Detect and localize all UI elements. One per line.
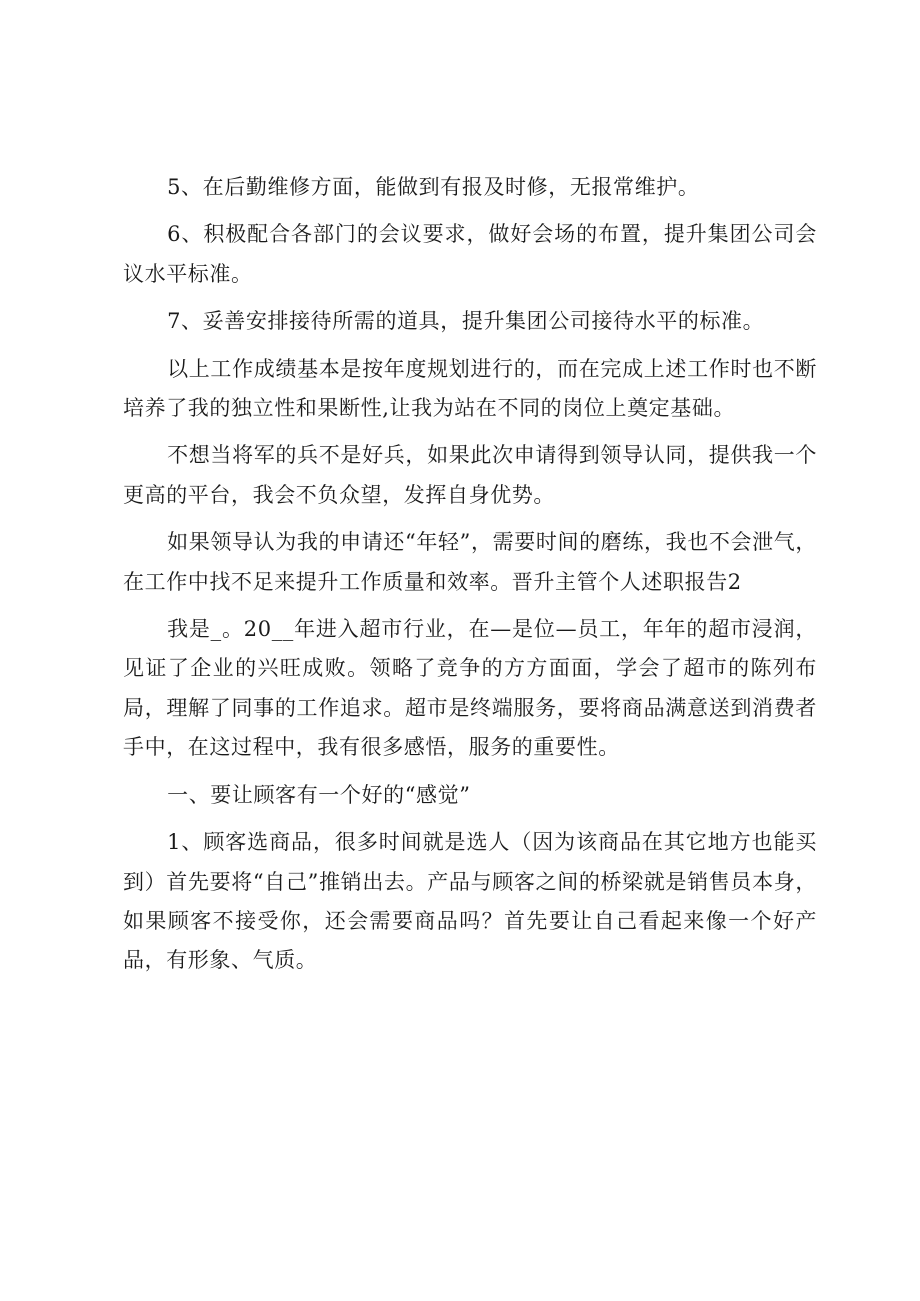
paragraph-conclusion: 如果领导认为我的申请还“年轻”，需要时间的磨练，我也不会泄气，在工作中找不足来提升工作质量和效率。晋升主管个人述职报告2 [123, 530, 817, 594]
paragraph-item-5: 5、在后勤维修方面，能做到有报及时修，无报常维护。 [167, 175, 700, 199]
document-body [123, 168, 817, 981]
paragraph-item-6: 6、积极配合各部门的会议要求，做好会场的布置，提升集团公司会议水平标准。 [123, 222, 817, 286]
paragraph-item-1: 1、顾客选商品，很多时间就是选人（因为该商品在其它地方也能买到）首先要将“自己”推销出去。产品与顾客之间的桥梁就是销售员本身，如果顾客不接受你，还会需要商品吗？首先要让自己看起来像一个好产品，有形象、气质。 [123, 830, 817, 973]
section-heading: 一、要让顾客有一个好的“感觉” [167, 782, 471, 807]
paragraph-item-7: 7、妥善安排接待所需的道具，提升集团公司接待水平的标准。 [167, 309, 765, 334]
paragraph-introduction: 我是_。20__年进入超市行业，在—是位—员工，年年的超市浸润，见证了企业的兴旺成败。领略了竞争的方方面面，学会了超市的陈列布局，理解了同事的工作追求。超市是终端服务，要将商品满意送到消费者手中，在这过程中，我有很多感悟，服务的重要性。 [123, 617, 817, 760]
paragraph-summary: 以上工作成绩基本是按年度规划进行的，而在完成上述工作时也不断培养了我的独立性和果断性,让我为站在不同的岗位上奠定基础。 [123, 356, 817, 421]
paragraph-aspiration: 不想当将军的兵不是好兵，如果此次申请得到领导认同，提供我一个更高的平台，我会不负众望，发挥自身优势。 [123, 443, 817, 507]
